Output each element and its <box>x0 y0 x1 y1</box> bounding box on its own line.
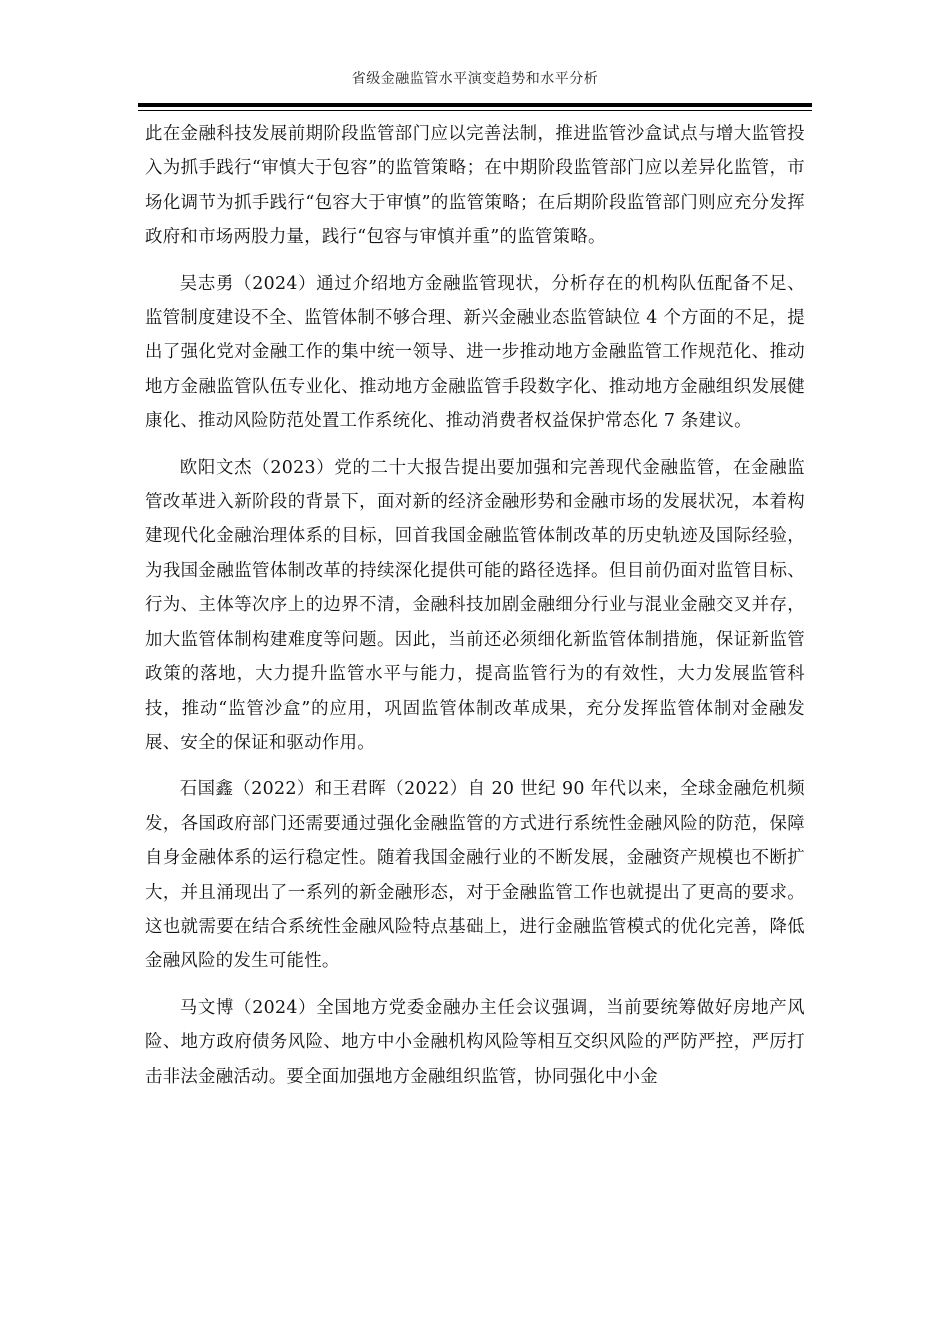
header-rule-thick <box>138 103 812 107</box>
paragraph-continuation: 此在金融科技发展前期阶段监管部门应以完善法制，推进监管沙盒试点与增大监管投入为抓手践行“审慎大于包容”的监管策略；在中期阶段监管部门应以差异化监管，市场化调节为抓手践行“包容大于审慎”的监管策略；在后期阶段监管部门则应充分发挥政府和市场两股力量，践行“包容与审慎并重”的监管策略。 <box>145 124 805 248</box>
paragraph-wu-zhiyong: 吴志勇（2024）通过介绍地方金融监管现状，分析存在的机构队伍配备不足、监管制度建设不全、监管体制不够合理、新兴金融业态监管缺位 4 个方面的不足，提出了强化党对金融工作的集中统一领导、进一步推动地方金融监管工作规范化、推动地方金融监管队伍专业化、推动地方金融监管手段数字化、推动地方金融组织发展健康化、推动风险防范处置工作系统化、推动消费者权益保护常态化 7 条建议。 <box>145 273 805 432</box>
paragraph-ma-wenbo: 马文博（2024）全国地方党委金融办主任会议强调，当前要统筹做好房地产风险、地方政府债务风险、地方中小金融机构风险等相互交织风险的严防严控，严厉打击非法金融活动。要全面加强地方金融组织监管，协同强化中小金 <box>145 997 805 1087</box>
header-rule-thin <box>138 110 812 111</box>
running-header: 省级金融监管水平演变趋势和水平分析 <box>351 71 599 87</box>
document-body <box>145 117 805 1106</box>
paragraph-shi-guoxin-wang-junhui: 石国鑫（2022）和王君晖（2022）自 20 世纪 90 年代以来，全球金融危机频发，各国政府部门还需要通过强化金融监管的方式进行系统性金融风险的防范，保障自身金融体系的运行稳定性。随着我国金融行业的不断发展，金融资产规模也不断扩大，并且涌现出了一系列的新金融形态，对于金融监管工作也就提出了更高的要求。这也就需要在结合系统性金融风险特点基础上，进行金融监管模式的优化完善，降低金融风险的发生可能性。 <box>145 779 805 972</box>
paragraph-ouyang-wenjie: 欧阳文杰（2023）党的二十大报告提出要加强和完善现代金融监管，在金融监管改革进入新阶段的背景下，面对新的经济金融形势和金融市场的发展状况，本着构建现代化金融治理体系的目标，回首我国金融监管体制改革的历史轨迹及国际经验，为我国金融监管体制改革的持续深化提供可能的路径选择。但目前仍面对监管目标、行为、主体等次序上的边界不清，金融科技加剧金融细分行业与混业金融交叉并存，加大监管体制构建难度等问题。因此，当前还必须细化新监管体制措施，保证新监管政策的落地，大力提升监管水平与能力，提高监管行为的有效性，大力发展监管科技，推动“监管沙盒”的应用，巩固监管体制改革成果，充分发挥监管体制对金融发展、安全的保证和驱动作用。 <box>145 457 805 753</box>
